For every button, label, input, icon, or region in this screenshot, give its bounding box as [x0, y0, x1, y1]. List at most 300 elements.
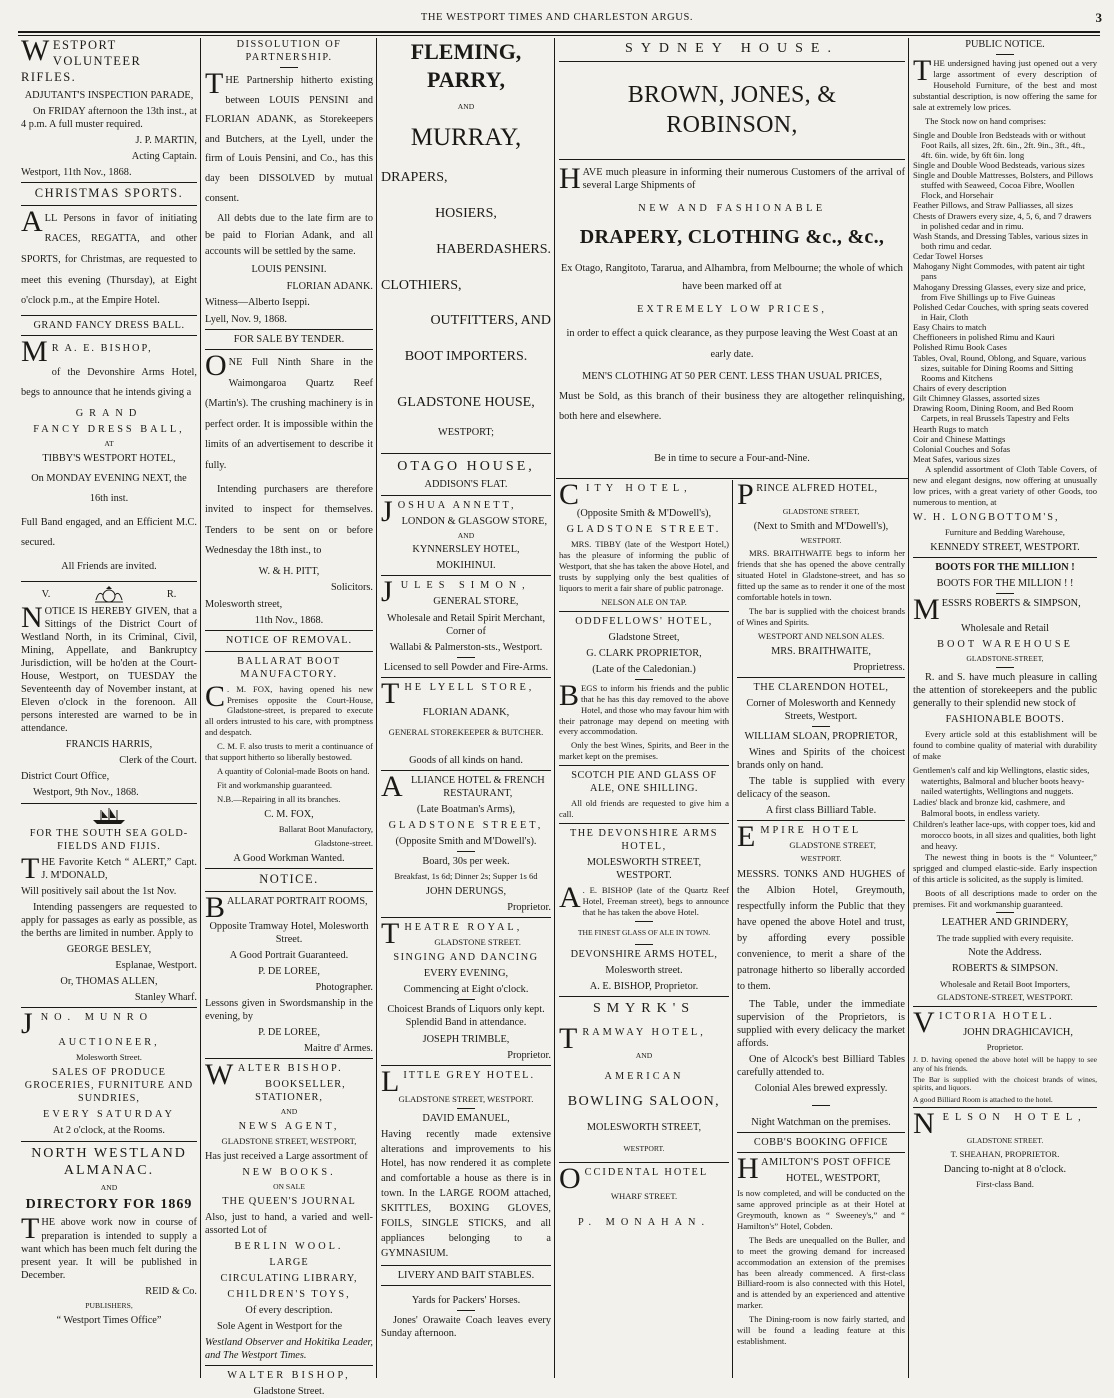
divider — [381, 677, 551, 678]
bishop-name: ALTER BISHOP. — [237, 1063, 344, 1075]
divider — [559, 823, 729, 824]
bjr-time: Be in time to secure a Four-and-Nine. — [654, 452, 810, 464]
victoria-ad — [913, 1006, 1097, 1104]
dropcap: J — [381, 575, 399, 609]
divider — [205, 349, 373, 350]
vic-body2: The Bar is supplied with the choicest brands of wines, spirits, and liquors. — [913, 1075, 1097, 1093]
fpm-hosiers: HOSIERS, — [435, 206, 497, 222]
theatre-ad — [381, 917, 551, 1061]
notice-date: Westport, 9th Nov., 1868. — [33, 787, 139, 799]
dropcap: P — [737, 478, 755, 511]
divider — [559, 61, 905, 62]
rs-sign2: Wholesale and Retail Boot Importers, — [939, 978, 1071, 989]
rs-street: GLADSTONE-STREET, — [966, 654, 1044, 664]
bishop-every: Of every description. — [245, 1305, 333, 1317]
diss-body: HE Partnership hitherto existing between LOUIS PENSINI and FLORIAN ADANK, as Storekeepers and Butchers, at the Lyell, under the firm of Louis Pensini, and Co., has this day been DISSOLVED by mutual consent. — [205, 75, 373, 204]
smyrk-bowling: BOWLING SALOON, — [567, 1094, 721, 1110]
bishop-role: BOOKSELLER, STATIONER, — [255, 1079, 346, 1104]
alliance-title: LLIANCE HOTEL & FRENCH RESTAURANT, — [410, 774, 545, 799]
city-hotel-ad — [559, 478, 729, 608]
pie-title: SCOTCH PIE AND GLASS OF ALE, ONE SHILLING. — [571, 770, 717, 795]
ball-band: Full Band engaged, and an Efficient M.C. secured. — [21, 516, 197, 549]
theatre-every: EVERY EVENING, — [423, 968, 509, 980]
list-item: Children's leather lace-ups, with copper toes, kid and morocco boots, in all sizes and qualities, both light and heavy. — [913, 819, 1096, 851]
short-divider — [996, 593, 1014, 594]
short-divider — [635, 679, 653, 680]
almanac-office: “ Westport Times Office” — [56, 1314, 162, 1326]
fpm-title: FLEMING, PARRY, — [410, 39, 522, 92]
fpm-clothiers: CLOTHIERS, — [381, 277, 462, 293]
vic-body: J. D. having opened the above hotel will be happy to see any of his friends. — [913, 1055, 1097, 1073]
boots-sub: BOOTS FOR THE MILLION ! ! — [936, 577, 1074, 589]
rs-fashion: FASHIONABLE BOOTS. — [945, 713, 1065, 725]
nelson-band: First-class Band. — [976, 1178, 1034, 1189]
divider — [21, 182, 197, 183]
dev-street2: Molesworth street. — [605, 964, 683, 976]
boots-title: BOOTS FOR THE MILLION ! — [935, 561, 1075, 573]
little-grey-ad — [381, 1064, 551, 1262]
ship-agent: GEORGE BESLEY, — [66, 944, 152, 956]
clar-billiard: A first class Billiard Table. — [765, 805, 877, 817]
divider — [205, 630, 373, 631]
ball-fancy: FANCY DRESS BALL, — [33, 424, 185, 436]
list-item: Cedar Towel Horses — [913, 251, 983, 262]
clarendon-ad — [737, 681, 905, 818]
alliance-opp: (Opposite Smith and M'Dowell's). — [395, 836, 537, 848]
pn-body: HE undersigned having just opened out a very large assortment of every description of Household Furniture, of the best and most substantial description, is now offering the same for sale at extremely low prices. — [913, 58, 1097, 112]
dropcap: A — [21, 204, 43, 238]
list-item: Single and Double Iron Bedsteads with or without Foot Rails, all sizes, 2ft. 6in., 2ft. 9in., 3ft., 4ft., 4ft. 6in. wide, by 6ft 6in. long — [913, 129, 1086, 160]
fleming-ad — [381, 38, 551, 439]
list-item: Polished Rimu Book Cases — [913, 342, 1007, 353]
otago-title: OTAGO HOUSE, — [397, 458, 535, 474]
bjr-body4: Must be Sold, as this branch of their business they are altogether relinquishing, both here and elsewhere. — [559, 390, 905, 423]
dev-title2: DEVONSHIRE ARMS HOTEL, — [570, 948, 718, 960]
list-item: Mahogany Dressing Glasses, every size and price, from Five Shillings up to Five Guineas — [913, 281, 1086, 302]
short-divider — [996, 667, 1014, 668]
removal-body2: C. M. F. also trusts to merit a continuance of that support hitherto so liberally bestowed. — [205, 741, 373, 763]
city-opp: (Opposite Smith & M'Dowell's), — [576, 508, 712, 519]
diss-title: DISSOLUTION OF PARTNERSHIP. — [236, 39, 342, 64]
annett-ad — [381, 494, 551, 573]
theatre-time: Commencing at Eight o'clock. — [403, 984, 529, 996]
notice-title: NOTICE. — [259, 871, 319, 886]
list-item: Drawing Room, Dining Room, and Bed Room Carpets, in real Brussels Tapestry and Felts — [913, 403, 1074, 424]
emanuel-name: DAVID EMANUEL, — [422, 1112, 510, 1124]
hamilton-ad — [737, 1152, 905, 1347]
notice-sign2: Photographer. — [315, 981, 373, 993]
odd-body2: Only the best Wines, Spirits, and Beer in the market kept on the premises. — [559, 740, 729, 762]
dropcap: L — [381, 1064, 402, 1098]
ham-body: Is now completed, and will be conducted on the same approved principle as at their Hotel at Greymouth, known as “ Sweeney's,” and “ Hamilton's” Hotel, Cobden. — [737, 1188, 905, 1231]
bjr-mens: MEN'S CLOTHING AT 50 PER CENT. LESS THAN USUAL PRICES, — [582, 370, 882, 382]
divider — [559, 765, 729, 766]
occ-owner: P. MONAHAN. — [577, 1216, 711, 1228]
divider — [559, 1162, 729, 1163]
list-item: Coir and Chinese Mattings — [913, 433, 1006, 444]
column-divider — [376, 38, 377, 1378]
short-divider — [996, 54, 1014, 55]
clar-body2: The table is supplied with every delicacy of the season. — [737, 776, 905, 801]
tender-date: 11th Nov., 1868. — [254, 615, 324, 627]
annett-and: AND — [457, 530, 475, 540]
prince-title: RINCE ALFRED HOTEL, — [756, 483, 878, 494]
vic-prop: Proprietor. — [986, 1042, 1024, 1053]
lyell-owner: FLORIAN ADANK, — [422, 706, 510, 718]
lyell-goods: Goods of all kinds on hand. — [409, 754, 523, 766]
page-number: 3 — [1095, 10, 1102, 25]
pn-addr: KENNEDY STREET, WESTPORT. — [930, 541, 1080, 553]
dropcap: T — [381, 676, 403, 710]
tender-ad — [205, 349, 373, 627]
column-2 — [202, 38, 376, 1398]
otago-sub: ADDISON'S FLAT. — [424, 479, 508, 491]
fpm-drapers: DRAPERS, — [381, 170, 448, 186]
odd-prop: G. CLARK PROPRIETOR, — [586, 647, 702, 659]
notice-sign: P. DE LOREE, — [258, 965, 320, 977]
city-body: MRS. TIBBY (late of the Westport Hotel,) has the pleasure of informing the public of Westport, that she has taken the above Hotel, and trusts by supplying only the best qualities of liquors to merit a fair share of public patronage. — [559, 539, 729, 593]
divider — [913, 557, 1097, 558]
removal-body: . M. FOX, having opened his new Premises opposite the Court-House, Gladstone-street, is prepared to execute all orders intrusted to his care, with promptness and despatch. — [205, 683, 373, 738]
rifles-sub: ADJUTANT'S INSPECTION PARADE, — [24, 89, 194, 101]
column-divider — [908, 38, 909, 1378]
dropcap: O — [559, 1161, 583, 1195]
smyrk-and: AND — [635, 1050, 653, 1060]
smyrk-title: SMYRK'S — [592, 1000, 696, 1016]
nelson-owner: T. SHEAHAN, PROPRIETOR. — [950, 1148, 1060, 1159]
notice-sign3: P. DE LOREE, — [258, 1026, 320, 1038]
rs-body3: The newest thing in boots is the “ Volunteer,” sprigged and clumped elastic-side. Early inspection of this article is solicited, as the supply is limited. — [913, 851, 1097, 884]
removal-body4: Fit and workmanship guaranteed. — [217, 779, 333, 790]
short-divider — [635, 944, 653, 945]
column-7 — [910, 38, 1100, 1376]
smyrk-town: WESTPORT. — [623, 1144, 665, 1154]
smyrk-tramway: RAMWAY HOTEL, — [582, 1026, 706, 1038]
list-item: Chests of Drawers every size, 4, 5, 6, and 7 drawers in polished cedar and in rimu. — [913, 210, 1092, 231]
removal-sign: C. M. FOX, — [264, 808, 314, 820]
xmas-title: CHRISTMAS SPORTS. — [34, 186, 184, 200]
list-item: Hearth Rugs to match — [913, 423, 989, 434]
divider — [381, 453, 551, 454]
divider — [381, 1265, 551, 1266]
dropcap: B — [559, 678, 580, 712]
clar-title: THE CLARENDON HOTEL, — [753, 681, 889, 693]
ball-at: AT — [104, 439, 114, 449]
list-item: Gentlemen's calf and kip Wellingtons, elastic sides, watertights, Balmoral and blucher boots heavy-nailed watertights, Wellingtons and nuggets. — [913, 764, 1090, 797]
removal-ad — [205, 655, 373, 865]
ship-agent2-addr: Stanley Wharf. — [134, 992, 197, 1004]
munro-ad — [21, 1007, 197, 1137]
dev-prop: A. E. BISHOP, Proprietor. — [589, 980, 699, 992]
royal-arms-icon — [92, 586, 126, 604]
ship-agent2: Or, THOMAS ALLEN, — [60, 976, 158, 988]
short-divider — [812, 1105, 830, 1106]
rs-leather: LEATHER AND GRINDERY, — [941, 917, 1069, 929]
dropcap: H — [737, 1152, 760, 1186]
bishop-journal: THE QUEEN'S JOURNAL — [222, 1195, 356, 1207]
dropcap: J — [21, 1007, 39, 1041]
dropcap: E — [737, 820, 759, 854]
ball-friends: All Friends are invited. — [61, 561, 157, 573]
diss-sign2: FLORIAN ADANK. — [286, 280, 373, 292]
annett-name: OSHUA ANNETT, — [397, 499, 517, 511]
odd-title: ODDFELLOWS' HOTEL, — [575, 615, 713, 627]
dropcap: A — [381, 769, 403, 803]
theatre-street: GLADSTONE STREET. — [434, 937, 521, 948]
boots-list — [913, 765, 1097, 852]
nelson-ad — [913, 1107, 1097, 1190]
almanac-and: AND — [100, 1183, 118, 1193]
rifles-sign: J. P. MARTIN, — [135, 134, 197, 146]
ball-name: R A. E. BISHOP, — [51, 342, 153, 354]
vic-title: ICTORIA HOTEL. — [939, 1011, 1055, 1023]
column-5 — [556, 478, 732, 1376]
smyrk-american: AMERICAN — [604, 1071, 684, 1083]
divider — [737, 677, 905, 678]
dropcap: A — [559, 881, 581, 915]
nelson-title: ELSON HOTEL, — [942, 1112, 1087, 1124]
rs-sign: ROBERTS & SIMPSON. — [951, 963, 1059, 975]
column-divider — [732, 480, 733, 1378]
empire-title: MPIRE HOTEL — [760, 825, 862, 837]
dropcap: O — [205, 349, 227, 383]
list-item: Cheffioneers in polished Rimu and Kauri — [913, 332, 1055, 343]
top-rule-thin — [18, 35, 1100, 36]
divider — [205, 1365, 373, 1366]
devonshire-ad — [559, 827, 729, 993]
notice-body: OTICE IS HEREBY GIVEN, that a Sittings of the District Court of Westland North, in its Criminal, Civil, Mining, Appellate, and Bankruptcy Jurisdiction, will be ho'den at the Court-House, Westport, on TUESDAY the Seventeenth day of November instant, at Eleven o'clock in the forenoon. All persons interested are warned to be in attendance. — [21, 605, 197, 735]
occ-street: WHARF STREET. — [610, 1190, 678, 1201]
divider — [205, 651, 373, 652]
annett-hotel: KYNNERSLEY HOTEL, — [412, 544, 520, 556]
notice-sign2: Clerk of the Court. — [119, 755, 197, 767]
city-title: ITY HOTEL, — [586, 483, 692, 494]
nelson-body: Dancing to-night at 8 o'clock. — [943, 1163, 1067, 1175]
notice-body: Opposite Tramway Hotel, Molesworth Street. — [209, 920, 369, 945]
ship-body2: Will positively sail about the 1st Nov. — [21, 885, 177, 897]
diss-body2: All debts due to the late firm are to be paid to Florian Adank, and all accounts will be settled by the same. — [205, 213, 373, 257]
lgh-street: GLADSTONE STREET, WESTPORT. — [398, 1093, 534, 1104]
short-divider — [457, 851, 475, 852]
ship-body3: Intending passengers are requested to apply for passages as early as possible, as the berths are limited in number. Apply to — [21, 901, 197, 939]
vic-owner: JOHN DRAGHICAVICH, — [963, 1027, 1073, 1039]
dropcap: N — [21, 600, 43, 634]
short-divider — [457, 999, 475, 1000]
column-divider — [554, 38, 555, 1378]
diss-date: Lyell, Nov. 9, 1868. — [205, 313, 287, 325]
prince-sign: MRS. BRAITHWAITE, — [771, 645, 871, 657]
divider — [205, 868, 373, 869]
bjr-body: AVE much pleasure in informing their numerous Customers of the arrival of several Large Shipments of — [582, 166, 905, 191]
empire-body3: One of Alcock's best Billiard Tables carefully attended to. — [737, 1053, 905, 1078]
column-4 — [556, 38, 908, 478]
dropcap: T — [205, 67, 224, 101]
portrait-ad — [205, 890, 373, 1056]
dropcap: T — [21, 851, 40, 885]
dev-title: THE DEVONSHIRE ARMS HOTEL, — [569, 828, 719, 853]
divider — [381, 495, 551, 496]
divider — [381, 770, 551, 771]
short-divider — [457, 1310, 475, 1311]
pie-body: All old friends are requested to give him a call. — [559, 798, 729, 820]
livery-title: LIVERY AND BAIT STABLES. — [397, 1269, 535, 1281]
fpm-and: AND — [457, 101, 475, 111]
bishop-body: Has just received a Large assortment of — [205, 1150, 368, 1162]
rs-title: ESSRS ROBERTS & SIMPSON, — [941, 597, 1081, 609]
simon-body: Wholesale and Retail Spirit Merchant, Corner of — [386, 612, 546, 637]
fpm-outfitters: OUTFITTERS, AND — [430, 313, 551, 329]
rifles-body: On FRIDAY afternoon the 13th inst., at 4 p.m. A full muster required. — [21, 105, 197, 130]
column-6 — [734, 478, 908, 1376]
alliance-ad — [381, 769, 551, 914]
city-ale: NELSON ALE ON TAP. — [601, 596, 687, 607]
ship-icon — [89, 807, 129, 825]
rs-ware: BOOT WAREHOUSE — [937, 638, 1073, 650]
occ-title: CCIDENTAL HOTEL — [584, 1166, 709, 1178]
dropcap: W — [205, 1058, 236, 1092]
bjr-body2: Ex Otago, Rangitoto, Tararua, and Alhambra, from Melbourne; the whole of which have been marked off at — [561, 263, 903, 292]
empire-ales: Colonial Ales brewed expressly. — [754, 1082, 888, 1094]
pn-title: PUBLIC NOTICE. — [965, 39, 1045, 50]
alliance-prop: Proprietor. — [507, 902, 551, 914]
rifles-title: ESTPORT VOLUNTEER RIFLES. — [21, 38, 142, 84]
divider — [21, 315, 197, 316]
livery-body: Yards for Packers' Horses. — [411, 1294, 521, 1306]
simon-name: ULES SIMON, — [400, 580, 531, 592]
rs-sub: Wholesale and Retail — [960, 622, 1050, 634]
dropcap: W — [21, 34, 51, 67]
removal-body3: A quantity of Colonial-made Boots on hand. — [217, 766, 370, 776]
prince-body: MRS. BRAITHWAITE begs to inform her friends that she has opened the above centrally situated Hotel in Gladstone-street, and has so fitted up the same as to render it one of the most comfortable hotels in town. — [737, 548, 905, 602]
diss-sign1: LOUIS PENSINI. — [251, 264, 327, 276]
dropcap: M — [21, 334, 50, 368]
bishop-and: AND — [280, 1107, 298, 1117]
short-divider — [280, 67, 298, 68]
rifles-ad — [21, 34, 197, 179]
prince-street: GLADSTONE STREET, — [782, 507, 860, 516]
empire-body2: The Table, under the immediate supervision of the Proprietors, is supplied with every delicacy the market affords. — [737, 998, 905, 1049]
bishop-large: LARGE — [269, 1256, 309, 1268]
divider — [205, 329, 373, 330]
removal-sub: BALLARAT BOOT MANUFACTORY. — [237, 655, 341, 680]
xmas-body: LL Persons in favor of initiating RACES, REGATTA, and other SPORTS, for Christmas, are requested to meet this evening (Thursday), at Eight o'clock p.m., at the Empire Hotel. — [21, 212, 197, 307]
ham-title: AMILTON'S POST OFFICE — [761, 1157, 892, 1169]
dropcap: C — [559, 478, 585, 511]
notice-v: V. — [41, 589, 51, 601]
newspaper-title: THE WESTPORT TIMES AND CHARLESTON ARGUS. — [420, 12, 694, 23]
fpm-town: WESTPORT; — [437, 426, 495, 438]
munro-time: At 2 o'clock, at the Rooms. — [53, 1125, 165, 1137]
simon-ad — [381, 575, 551, 673]
alliance-meals: Breakfast, 1s 6d; Dinner 2s; Supper 1s 6d — [394, 871, 538, 882]
occidental-ad — [559, 1161, 729, 1229]
masthead — [0, 0, 1114, 34]
clar-body: Wines and Spirits of the choicest brands only on hand. — [737, 746, 905, 772]
dropcap: V — [913, 1006, 938, 1040]
removal-sign3: Gladstone-street. — [314, 837, 373, 848]
removal-title: NOTICE OF REMOVAL. — [225, 635, 353, 647]
divider — [21, 1007, 197, 1008]
list-item: Tables, Oval, Round, Oblong, and Square, various sizes, suitable for Dining Rooms and Sitting Rooms and Kitchens — [913, 352, 1086, 383]
cobb-title: COBB'S BOOKING OFFICE — [753, 1137, 889, 1149]
dropcap: T — [381, 917, 403, 951]
bjr-body3: in order to effect a quick clearance, as they purpose leaving the West Coast at an early date. — [566, 328, 898, 360]
dissolution-ad — [205, 67, 373, 326]
dropcap: J — [381, 494, 396, 528]
munro-name: NO. MUNRO — [40, 1012, 154, 1024]
short-divider — [996, 912, 1014, 913]
list-item: Gilt Chimney Glasses, assorted sizes — [913, 393, 1040, 404]
munro-every: EVERY SATURDAY — [43, 1109, 175, 1121]
divider — [737, 820, 905, 821]
furniture-list — [913, 130, 1097, 465]
rs-leather2: The trade supplied with every requisite. — [936, 932, 1074, 943]
dropcap: T — [21, 1212, 40, 1246]
removal-body5: N.B.—Repairing in all its branches. — [217, 793, 341, 804]
column-divider — [200, 38, 201, 1378]
dropcap: N — [913, 1107, 941, 1141]
tender-sign: W. & H. PITT, — [258, 565, 320, 577]
almanac-sign: REID & Co. — [145, 1285, 197, 1297]
list-item: Easy Chairs to match — [913, 322, 987, 333]
bishop-ad — [205, 1058, 373, 1398]
prince-prop: Proprietress. — [853, 661, 905, 673]
prince-town: WESTPORT. — [800, 535, 842, 545]
list-item: Ladies' black and bronze kid, cashmere, and Balmoral boots, in endless variety. — [913, 797, 1065, 819]
bishop-books: NEW BOOKS. — [242, 1166, 336, 1178]
ball-title: GRAND FANCY DRESS BALL. — [33, 319, 185, 331]
notice-sub: ALLARAT PORTRAIT ROOMS, — [227, 895, 368, 907]
fpm-house: GLADSTONE HOUSE, — [397, 394, 535, 410]
divider — [559, 159, 905, 160]
list-item: Polished Cedar Couches, with spring seats covered in Hair, Cloth — [913, 301, 1089, 323]
empire-ad — [737, 820, 905, 1129]
list-item: Chairs of every description — [913, 383, 1007, 394]
divider — [381, 917, 551, 918]
odd-late: (Late of the Caledonian.) — [592, 663, 696, 675]
short-divider — [457, 1108, 475, 1109]
divider — [559, 996, 729, 997]
bjr-title: BROWN, JONES, & ROBINSON, — [627, 81, 837, 139]
court-notice — [21, 585, 197, 800]
list-item: Single and Double Wood Bedsteads, various sizes — [913, 159, 1085, 170]
bishop-toys: CHILDREN'S TOYS, — [227, 1289, 351, 1301]
dev-body: . E. BISHOP (late of the Quartz Reef Hotel, Freeman street), begs to announce that he has taken the above Hotel. — [582, 885, 729, 918]
munro-addr: Molesworth Street. — [76, 1052, 142, 1063]
ship-body: HE Favorite Ketch “ ALERT,” Capt. J. M'DONALD, — [41, 856, 197, 881]
bishop-body2: Also, just to hand, a varied and well-assorted Lot of — [205, 1211, 373, 1236]
clar-corner: Corner of Molesworth and Kennedy Streets, Westport. — [746, 697, 896, 722]
prince-ales: WESTPORT AND NELSON ALES. — [757, 630, 885, 641]
dropcap: C — [205, 679, 226, 713]
simon-addr: Wallabi & Palmerston-sts., Westport. — [389, 641, 543, 653]
smyrk-ad — [559, 1000, 729, 1154]
theatre-owner: JOSEPH TRIMBLE, — [422, 1033, 510, 1045]
empire-street: GLADSTONE STREET, — [789, 840, 876, 851]
pn-sign: W. H. LONGBOTTOM'S, — [913, 511, 1060, 523]
dev-finest: THE FINEST GLASS OF ALE IN TOWN. — [577, 928, 711, 938]
lgh-title: ITTLE GREY HOTEL. — [403, 1069, 536, 1081]
bishop-papers: Westland Observer and Hokitika Leader, and The Westport Times. — [205, 1337, 373, 1362]
ball-grand: GRAND — [75, 407, 143, 419]
pn-stock: The Stock now on hand comprises: — [925, 115, 1047, 126]
divider — [21, 803, 197, 804]
rs-sign3: GLADSTONE-STREET, WESTPORT. — [937, 992, 1073, 1003]
fpm-haber: HABERDASHERS. — [436, 241, 551, 257]
simon-store: GENERAL STORE, — [433, 596, 519, 608]
oddfellows-ad — [559, 615, 729, 763]
divider — [381, 575, 551, 576]
